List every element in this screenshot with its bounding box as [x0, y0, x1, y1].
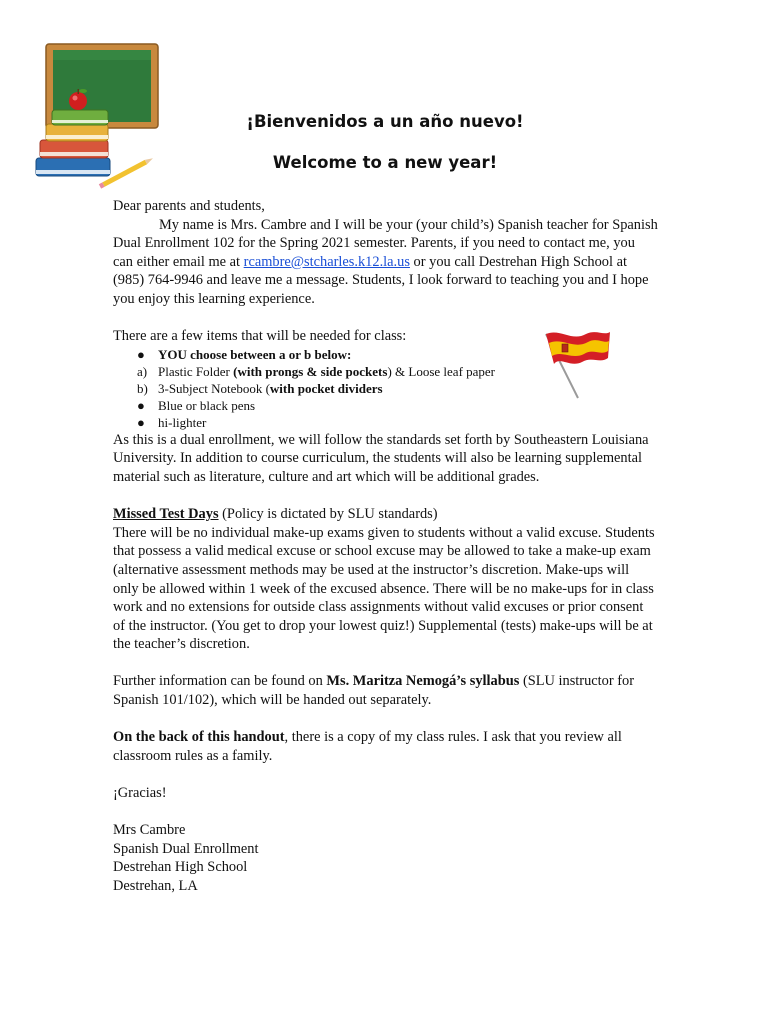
item-bold: with pocket dividers — [269, 380, 383, 396]
list-item — [113, 414, 658, 431]
teacher-email-link[interactable]: rcambre@stcharles.k12.la.us — [243, 253, 410, 270]
page-title-spanish: ¡Bienvenidos a un año nuevo! — [246, 112, 524, 131]
back-of-handout-paragraph — [113, 728, 658, 765]
further-info-paragraph — [113, 672, 658, 709]
signature-course: Spanish Dual Enrollment — [113, 840, 259, 857]
list-item — [113, 397, 658, 414]
standards-paragraph: As this is a dual enrollment, we will follow the standards set forth by Southeastern Louisiana University. In addition to course curriculum, the students will also be learning supplemental material such as literature, culture and art which will be additional grades. — [113, 431, 649, 485]
letter-body — [113, 197, 658, 896]
signature-name: Mrs Cambre — [113, 822, 186, 839]
bullet-mark: a) — [137, 363, 148, 379]
supplies-list — [113, 346, 658, 431]
back-bold: On the back of this handout — [113, 729, 285, 746]
further-text-1: Further information can be found on — [113, 673, 327, 690]
missed-tests-heading: Missed Test Days — [113, 506, 219, 523]
list-item — [113, 346, 658, 363]
back-text: , there is a copy of my class rules. I ask that you review all classroom rules as a family. — [113, 729, 622, 764]
list-item — [113, 380, 658, 397]
syllabus-name: Ms. Maritza Nemogá’s syllabus — [326, 673, 520, 690]
further-text-2: (SLU instructor for Spanish 101/102), which will be handed out separately. — [113, 673, 635, 709]
bullet-mark: ● — [137, 414, 145, 430]
intro-text-1: My name is Mrs. Cambre and I will be your (your child’s) Spanish teacher for Spanish Dual Enrollment 102 for the Spring 2021 semester. Parents, if you need to contact me, you can either email me at — [113, 216, 658, 270]
item-text: hi-lighter — [158, 414, 207, 430]
missed-tests-paragraph: There will be no individual make-up exams given to students without a valid excuse. Students that possess a valid medical excuse or school excuse may be allowed to take a make-up exam (alternative assessment methods may be used at the instructor’s discretion. Make-ups will only be allowed within 1 week of the excused absence. There will be no make-ups for in class work and no extensions for outside class assignments without valid excuses or prior consent of the instructor. (You get to drop your lowest quiz!) Supplemental (tests) make-ups will be at the teacher’s discretion. — [113, 524, 655, 653]
intro-paragraph — [113, 216, 658, 309]
item-text-2: ) & Loose leaf paper — [387, 363, 496, 379]
item-bold: YOU choose between a or b below: — [158, 346, 352, 362]
missed-tests-section — [113, 505, 658, 524]
item-text: 3-Subject Notebook ( — [158, 380, 270, 396]
signature-city: Destrehan, LA — [113, 878, 198, 894]
item-text: Plastic Folder — [158, 363, 234, 379]
missed-tests-note: (Policy is dictated by SLU standards) — [218, 506, 438, 523]
bullet-mark: b) — [137, 380, 148, 396]
list-item — [113, 363, 658, 380]
thanks: ¡Gracias! — [113, 785, 167, 802]
supplies-lead: There are a few items that will be needed for class: — [113, 328, 407, 345]
greeting: Dear parents and students, — [113, 198, 265, 214]
bullet-mark: ● — [137, 346, 145, 362]
page-title-english: Welcome to a new year! — [272, 153, 498, 172]
signature-school: Destrehan High School — [113, 859, 248, 876]
intro-text-2: or you call Destrehan High School at (985) 764-9946 and leave me a message. Students, I look forward to teaching you and I hope you enjoy this learning experience. — [113, 253, 649, 307]
item-bold: (with prongs & side pockets — [233, 363, 388, 379]
item-text: Blue or black pens — [158, 397, 256, 413]
bullet-mark: ● — [137, 397, 145, 413]
